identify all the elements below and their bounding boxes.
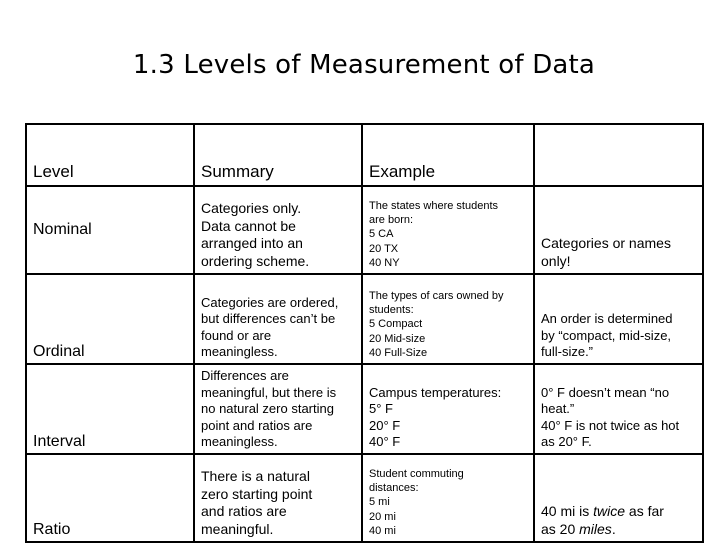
level-ordinal: Ordinal	[26, 274, 194, 364]
level-nominal: Nominal	[26, 186, 194, 274]
level-ratio: Ratio	[26, 454, 194, 542]
header-row	[26, 124, 703, 186]
summary-ordinal: Categories are ordered, but differences can’t be found or are meaningless.	[194, 274, 362, 364]
measurement-table	[25, 123, 704, 543]
example-ordinal: The types of cars owned by students: 5 Compact 20 Mid-size 40 Full-Size	[362, 274, 534, 364]
note-nominal: Categories or names only!	[534, 186, 703, 274]
row-nominal	[26, 186, 703, 274]
example-nominal: The states where students are born: 5 CA 20 TX 40 NY	[362, 186, 534, 274]
header-extra	[534, 124, 703, 186]
header-example: Example	[362, 124, 534, 186]
summary-interval: Differences are meaningful, but there is no natural zero starting point and ratios are meaningless.	[194, 364, 362, 454]
level-interval: Interval	[26, 364, 194, 454]
example-ratio: Student commuting distances: 5 mi 20 mi 40 mi	[362, 454, 534, 542]
header-level: Level	[26, 124, 194, 186]
header-summary: Summary	[194, 124, 362, 186]
note-ordinal: An order is determined by “compact, mid-size, full-size.”	[534, 274, 703, 364]
row-ordinal	[26, 274, 703, 364]
summary-nominal: Categories only. Data cannot be arranged into an ordering scheme.	[194, 186, 362, 274]
row-interval	[26, 364, 703, 454]
example-interval: Campus temperatures: 5° F 20° F 40° F	[362, 364, 534, 454]
summary-ratio: There is a natural zero starting point and ratios are meaningful.	[194, 454, 362, 542]
slide-title: 1.3 Levels of Measurement of Data	[132, 50, 596, 80]
row-ratio	[26, 454, 703, 542]
note-ratio: 40 mi is twice as far as 20 miles.	[534, 454, 703, 542]
note-interval: 0° F doesn’t mean “no heat.” 40° F is not twice as hot as 20° F.	[534, 364, 703, 454]
